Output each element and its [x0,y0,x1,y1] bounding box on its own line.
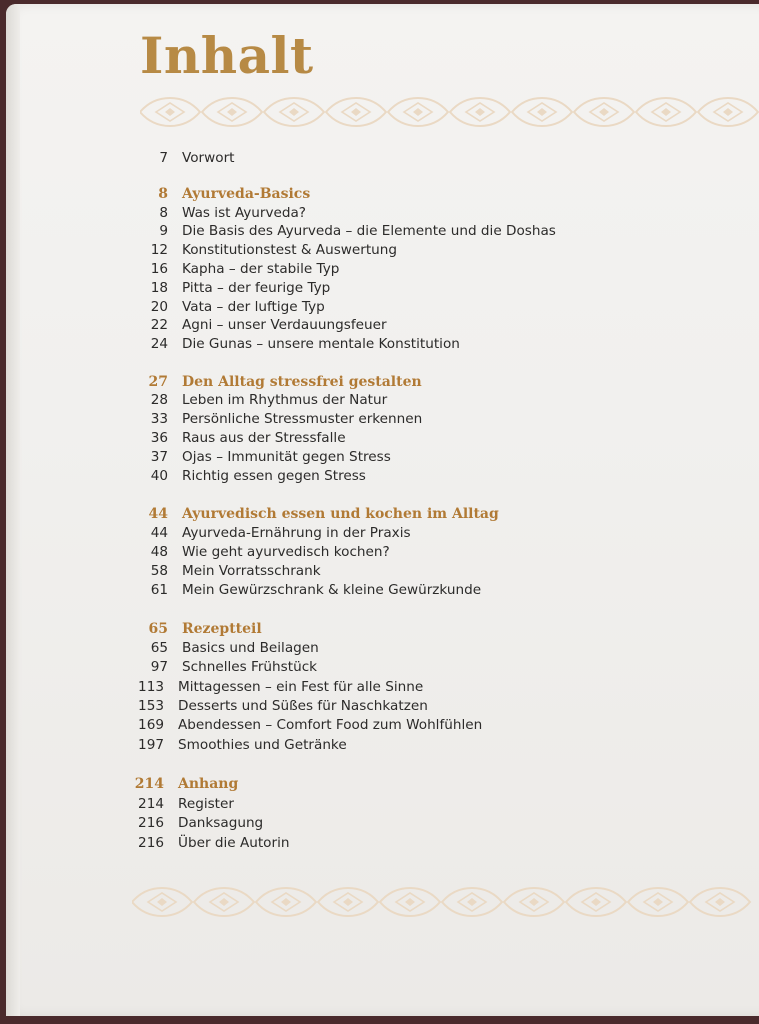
toc-entry [128,659,728,675]
toc-section-heading [128,506,728,522]
ornament-motif [326,98,386,126]
toc-entry [128,261,728,277]
toc-page-number: 61 [150,582,168,598]
toc-page-number: 37 [150,449,168,465]
toc-entry-title: Kapha – der stabile Typ [182,261,340,277]
ornament-border-top [140,94,759,130]
toc-entry [128,815,728,831]
toc-section-heading [128,374,728,390]
ornament-border-bottom [132,884,752,920]
toc-entry-title: Mein Gewürzschrank & kleine Gewürzkunde [182,582,482,598]
toc-entry [128,468,728,484]
toc-page-number: 214 [138,796,164,812]
toc-entry-title: Konstitutionstest & Auswertung [182,242,398,258]
toc-entry-title: Ayurveda-Ernährung in der Praxis [182,525,411,541]
toc-page-number: 18 [150,280,168,296]
toc-page-number: 214 [134,776,164,792]
toc-entry [128,796,728,812]
toc-entry-title: Mittagessen – ein Fest für alle Sinne [178,679,424,695]
toc-entry-title: Register [178,796,234,812]
toc-entry [128,563,728,579]
toc-entry [128,698,728,714]
ornament-motif [698,98,758,126]
toc-page-number: 113 [138,679,164,695]
toc-entry [128,449,728,465]
ornament-motif [574,98,634,126]
toc-page-number: 40 [150,468,168,484]
toc-entry-title: Basics und Beilagen [182,640,319,656]
ornament-motif [194,888,254,916]
toc-entry [128,317,728,333]
toc-entry-title: Persönliche Stressmuster erkennen [182,411,423,427]
toc-page-number: 65 [148,621,168,637]
ornament-motif [636,98,696,126]
toc-entry-title: Vorwort [182,150,235,166]
toc-entry-title: Anhang [178,776,239,792]
ornament-motif [140,98,200,126]
toc-entry-title: Mein Vorratsschrank [182,563,321,579]
toc-page-number: 169 [138,717,164,733]
toc-entry [128,242,728,258]
toc-page-number: 8 [158,186,168,202]
ornament-motif [256,888,316,916]
page-binding [6,4,20,1016]
toc-entry [128,544,728,560]
toc-entry-title: Den Alltag stressfrei gestalten [182,374,422,390]
toc-entry-title: Desserts und Süßes für Naschkatzen [178,698,428,714]
toc-entry-title: Wie geht ayurvedisch kochen? [182,544,390,560]
toc-page-number: 9 [159,223,168,239]
toc-entry-title: Leben im Rhythmus der Natur [182,392,388,408]
toc-page-number: 20 [150,299,168,315]
toc-entry-title: Pitta – der feurige Typ [182,280,331,296]
toc-entry-title: Die Basis des Ayurveda – die Elemente und die Doshas [182,223,556,239]
ornament-motif [380,888,440,916]
toc-entry [128,679,728,695]
ornament-motif [690,888,750,916]
ornament-motif [512,98,572,126]
ornament-motif [628,888,688,916]
toc-page-number: 44 [148,506,168,522]
toc-entry [128,737,728,753]
toc-entry-title: Danksagung [178,815,264,831]
toc-page-number: 197 [138,737,164,753]
toc-section-heading [128,776,728,792]
toc-entry-title: Die Gunas – unsere mentale Konstitution [182,336,460,352]
toc-page-number: 153 [138,698,164,714]
toc-page-number: 22 [150,317,168,333]
toc-entry [128,150,728,166]
toc-page-number: 28 [150,392,168,408]
toc-page-number: 216 [138,815,164,831]
toc-entry-title: Ayurvedisch essen und kochen im Alltag [182,506,499,522]
toc-page-number: 7 [159,150,168,166]
toc-entry-title: Richtig essen gegen Stress [182,468,366,484]
toc-entry [128,717,728,733]
ornament-motif [566,888,626,916]
toc-entry-title: Über die Autorin [178,835,290,851]
page-title: Inhalt [140,26,314,85]
ornament-motif [388,98,448,126]
toc-entry-title: Vata – der luftige Typ [182,299,325,315]
toc-entry [128,205,728,221]
toc-page-number: 44 [150,525,168,541]
toc-entry [128,411,728,427]
ornament-motif [132,888,192,916]
toc-page-number: 97 [150,659,168,675]
toc-page-number: 58 [150,563,168,579]
toc-entry-title: Ayurveda-Basics [182,186,311,202]
toc-page-number: 36 [150,430,168,446]
toc-entry-title: Raus aus der Stressfalle [182,430,346,446]
toc-entry-title: Smoothies und Getränke [178,737,347,753]
ornament-motif [318,888,378,916]
ornament-motif [264,98,324,126]
toc-entry [128,223,728,239]
toc-page-number: 33 [150,411,168,427]
ornament-motif [202,98,262,126]
toc-page-number: 24 [150,336,168,352]
toc-page-number: 216 [138,835,164,851]
toc-entry [128,525,728,541]
toc-entry [128,299,728,315]
toc-page-number: 27 [148,374,168,390]
toc-entry-title: Abendessen – Comfort Food zum Wohlfühlen [178,717,483,733]
toc-page-number: 12 [150,242,168,258]
ornament-motif [442,888,502,916]
toc-entry-title: Rezeptteil [182,621,262,637]
toc-entry-title: Was ist Ayurveda? [182,205,307,221]
toc-entry-title: Agni – unser Verdauungsfeuer [182,317,387,333]
toc-section-heading [128,621,728,637]
toc-section-heading [128,186,728,202]
toc-entry [128,392,728,408]
toc-entry [128,582,728,598]
toc-entry [128,640,728,656]
toc-entry-title: Ojas – Immunität gegen Stress [182,449,391,465]
toc-entry [128,835,728,851]
toc-page-number: 65 [150,640,168,656]
toc-entry [128,280,728,296]
toc-entry [128,336,728,352]
toc-entry-title: Schnelles Frühstück [182,659,318,675]
toc-entry [128,430,728,446]
ornament-motif [450,98,510,126]
toc-page-number: 48 [150,544,168,560]
toc-page-number: 8 [159,205,168,221]
toc-page-number: 16 [150,261,168,277]
ornament-motif [504,888,564,916]
